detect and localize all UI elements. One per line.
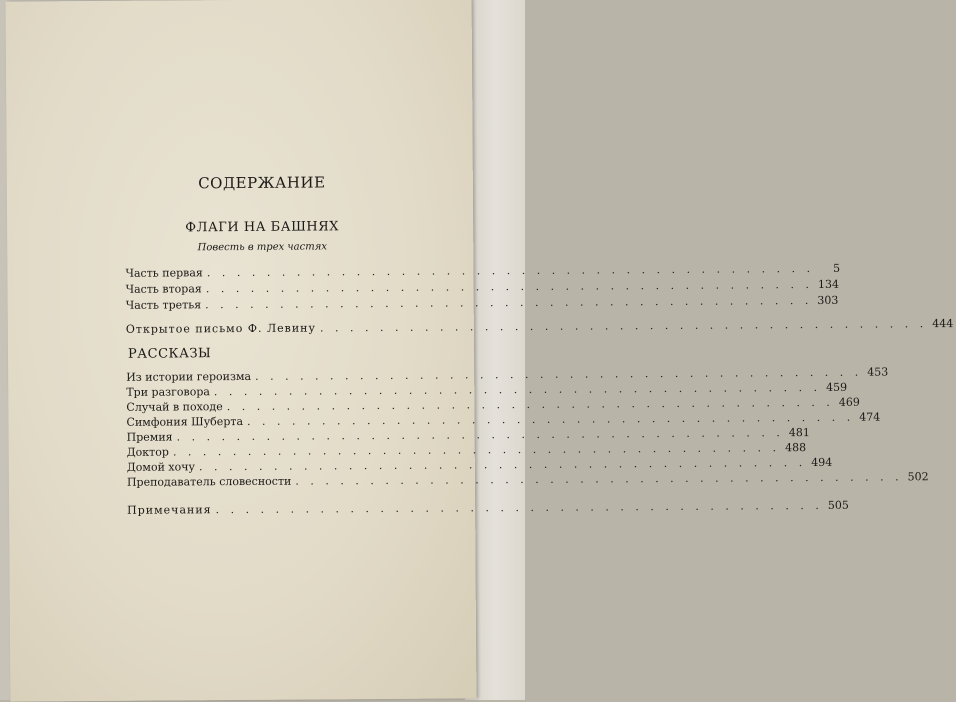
toc-entry-title: Случай в походе — [126, 400, 223, 414]
dot-leader: . . . . . . . . . . . . . . . . . . . . . . . . . . . . . . . . . . . . . . . . . — [213, 380, 822, 399]
toc-entry-title: Открытое письмо Ф. Левину — [125, 321, 317, 336]
dot-leader: . . . . . . . . . . . . . . . . . . . . . . . . . . . . . . . . . . . . . . . . . — [205, 278, 814, 296]
toc-entry-page: 502 — [907, 470, 929, 484]
dot-leader: . . . . . . . . . . . . . . . . . . . . . . . . . . . . . . . . . . . . . . . . . — [172, 441, 781, 459]
toc-entry-page: 494 — [811, 455, 833, 470]
dot-leader: . . . . . . . . . . . . . . . . . . . . . . . . . . . . . . . . . . . . . . . . . — [206, 261, 815, 280]
toc-entry-title: Преподаватель словесности — [126, 474, 292, 489]
dot-leader: . . . . . . . . . . . . . . . . . . . . . . . . . . . . . . . . . . . . . . . . . — [205, 294, 813, 312]
toc-entry-title: Примечания — [127, 503, 212, 517]
book-page — [6, 0, 954, 702]
toc-entry-page: 474 — [859, 410, 881, 424]
toc-entry-page: 481 — [788, 426, 810, 440]
toc-entry-page: 488 — [785, 441, 807, 455]
toc-entry-title: Из истории героизма — [126, 369, 252, 384]
toc-entry-page: 505 — [827, 498, 849, 512]
toc-entry-title: Доктор — [126, 445, 169, 459]
dot-leader: . . . . . . . . . . . . . . . . . . . . . . . . . . . . . . . . . . . . . . . . . — [319, 317, 928, 335]
toc-entry — [126, 455, 833, 475]
toc-entry — [126, 470, 929, 490]
toc-entry — [126, 395, 860, 415]
section-title-stories: РАССКАЗЫ — [127, 346, 212, 362]
dot-leader: . . . . . . . . . . . . . . . . . . . . . . . . . . . . . . . . . . . . . . . . . — [255, 365, 863, 383]
toc-entry-page: 5 — [833, 261, 841, 275]
toc-entry-letter — [125, 317, 954, 337]
dot-leader: . . . . . . . . . . . . . . . . . . . . . . . . . . . . . . . . . . . . . . . . . — [198, 456, 807, 474]
toc-entry — [126, 380, 848, 400]
section-subtitle: Повесть в трех частях — [197, 241, 327, 254]
dot-leader: . . . . . . . . . . . . . . . . . . . . . . . . . . . . . . . . . . . . . . . . . — [226, 395, 834, 414]
dot-leader: . . . . . . . . . . . . . . . . . . . . . . . . . . . . . . . . . . . . . . . . . — [176, 426, 784, 444]
toc-entry-title: Симфония Шуберта — [126, 414, 244, 429]
toc-entry-title: Домой хочу — [126, 460, 196, 474]
dot-leader: . . . . . . . . . . . . . . . . . . . . . . . . . . . . . . . . . . . . . . . . . — [215, 498, 823, 517]
toc-entry-title: Часть вторая — [125, 282, 202, 296]
toc-entry — [126, 365, 889, 385]
toc-entry-page: 469 — [838, 395, 860, 409]
dot-leader: . . . . . . . . . . . . . . . . . . . . . . . . . . . . . . . . . . . . . . . . . — [246, 410, 855, 428]
table-of-contents — [116, 0, 954, 517]
dot-leader: . . . . . . . . . . . . . . . . . . . . . . . . . . . . . . . . . . . . . . . . . — [295, 470, 903, 488]
toc-entry-page: 134 — [817, 277, 840, 291]
toc-entry-notes — [127, 498, 849, 518]
toc-entry — [126, 426, 810, 445]
toc-entry-title: Часть первая — [125, 266, 203, 280]
toc-entry-title: Часть третья — [125, 298, 202, 312]
toc-entry — [125, 293, 839, 313]
toc-entry-title: Три разговора — [126, 385, 210, 399]
toc-entry-page: 444 — [932, 317, 954, 331]
toc-entry-page: 459 — [826, 380, 848, 394]
toc-entry-page: 453 — [867, 365, 889, 379]
toc-entry-page: 303 — [817, 293, 839, 307]
section-title-flags: ФЛАГИ НА БАШНЯХ — [185, 219, 340, 236]
toc-entry — [125, 261, 841, 281]
toc-entry — [126, 441, 807, 460]
toc-entry — [125, 277, 840, 297]
toc-entry — [126, 410, 881, 430]
toc-title: СОДЕРЖАНИЕ — [198, 173, 326, 193]
toc-entry-title: Премия — [126, 430, 173, 444]
